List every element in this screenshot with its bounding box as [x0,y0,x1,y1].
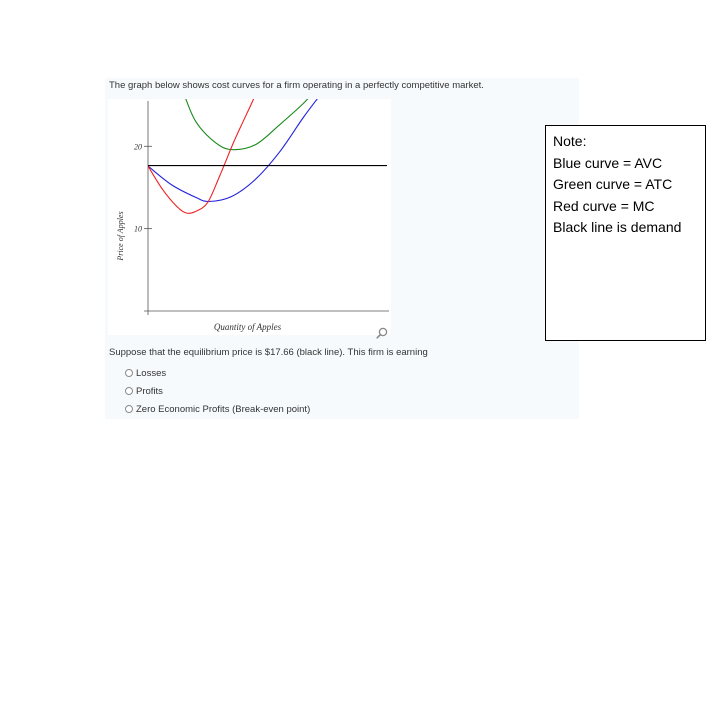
graph-area [108,99,391,335]
y-tick-label-20: 20 [134,142,142,152]
intro-text: The graph below shows cost curves for a firm operating in a perfectly competitive market. [109,80,484,91]
avc-curve [148,99,320,202]
radio-profits[interactable] [125,387,133,395]
y-axis-label: Price of Apples [116,211,125,261]
note-line-demand: Black line is demand [553,219,682,235]
option-profits-label: Profits [136,385,163,397]
radio-losses[interactable] [125,369,133,377]
note-line-avc: Blue curve = AVC [553,154,663,171]
x-axis-label: Quantity of Apples [213,322,282,332]
radio-zero-profit[interactable] [125,405,133,413]
option-zero-profit[interactable] [125,403,310,415]
note-box [545,125,706,341]
option-losses[interactable] [125,367,166,379]
magnifier-icon[interactable] [375,326,389,340]
mc-curve [148,99,256,213]
question-text: Suppose that the equilibrium price is $17.66 (black line). This firm is earning [109,347,428,358]
note-line-atc: Green curve = ATC [553,176,673,192]
option-losses-label: Losses [136,367,167,379]
note-line-mc: Red curve = MC [553,197,655,214]
option-zero-profit-label: Zero Economic Profits (Break-even point) [136,403,311,415]
y-tick-label-10: 10 [134,224,142,234]
note-title: Note: [553,133,587,149]
cost-curves-chart [108,99,391,335]
atc-curve [184,99,311,150]
question-panel [105,78,579,419]
option-profits[interactable] [125,385,163,397]
